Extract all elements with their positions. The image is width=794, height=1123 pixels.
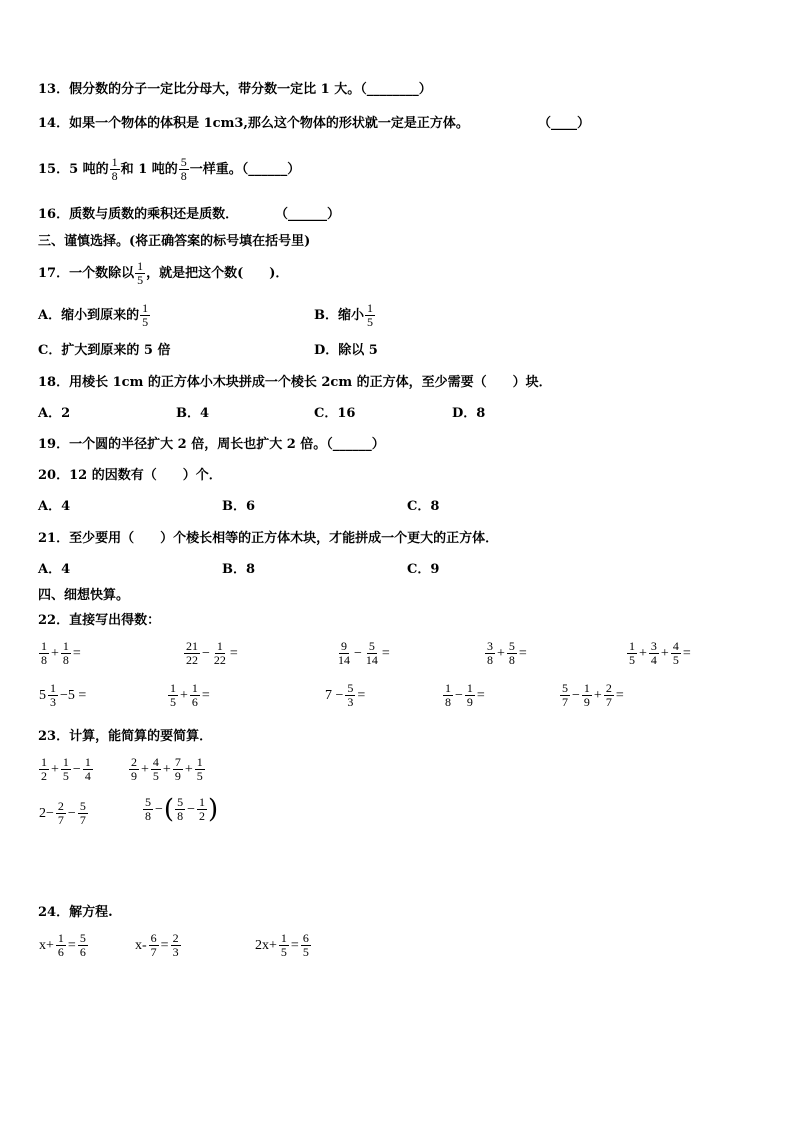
question-19: 19．一个圆的半径扩大 2 倍，周长也扩大 2 倍。（______）	[38, 437, 385, 452]
fraction: $\frac{5}{6}$	[79, 931, 86, 959]
fraction: $\frac{9}{14}$	[338, 639, 350, 667]
fraction: $\frac{21}{22}$	[186, 639, 198, 667]
q21-option-c[interactable]: C．9	[407, 562, 440, 577]
fraction: $\frac{1}{8}$	[41, 639, 47, 667]
q18-option-a[interactable]: A．2	[38, 406, 71, 421]
fraction: $\frac{1}{9}$	[466, 681, 473, 709]
fraction: $\frac{5}{7}$	[79, 799, 86, 827]
fraction: $\frac{1}{8}$	[445, 681, 451, 709]
fraction: $\frac{5}{8}$	[145, 795, 151, 823]
q23-expr-paren: $\frac{5}{8}$ −( $\frac{5}{8}$ − $\frac{1}{2}$ )	[145, 794, 219, 825]
q17-option-b[interactable]: B．缩小 $\frac{1}{5}$	[314, 301, 373, 329]
question-22-title: 22．直接写出得数：	[38, 613, 161, 628]
question-16: 16．质数与质数的乘积还是质数．	[38, 207, 239, 222]
question-15	[38, 150, 300, 190]
fraction: $\frac{5}{8}$	[177, 795, 184, 823]
q24-equation	[134, 932, 182, 959]
math-operator: x-	[135, 937, 147, 953]
math-operator: +	[180, 687, 188, 703]
q22-expr	[626, 640, 692, 667]
fraction: $\frac{5}{7}$	[562, 681, 568, 709]
section-4-heading: 四、细想快算。	[38, 588, 130, 603]
fraction: $\frac{7}{9}$	[174, 755, 181, 783]
math-operator: =	[67, 937, 76, 953]
math-operator: =	[201, 687, 210, 703]
q18-option-d[interactable]: D．8	[452, 406, 486, 421]
question-14: 14．如果一个物体的体积是 1cm3,那么这个物体的形状就一定是正方体。	[38, 116, 469, 131]
math-operator: −	[354, 645, 362, 661]
math-operator: +	[497, 645, 505, 661]
math-operator: =	[290, 937, 299, 953]
question-13: 13．假分数的分子一定比分母大，带分数一定比 1 大。（________）	[38, 82, 432, 97]
math-operator: +	[51, 645, 59, 661]
fraction: $\frac{6}{5}$	[302, 931, 309, 959]
math-operator: x+	[39, 937, 54, 953]
math-operator: +	[184, 761, 193, 777]
fraction: $\frac{1}{5}$	[142, 301, 149, 329]
q20-option-a[interactable]: A．4	[38, 499, 71, 514]
q15-text-pre: 15．5 吨的	[38, 162, 109, 177]
q22-expr	[38, 640, 82, 667]
q17-option-c[interactable]: C．扩大到原来的 5 倍	[38, 343, 171, 358]
math-operator: =	[682, 645, 691, 661]
question-16-blank[interactable]: （______）	[275, 207, 341, 222]
fraction: $\frac{4}{5}$	[672, 639, 679, 667]
fraction: $\frac{1}{5}$	[62, 755, 69, 783]
math-operator: −5 =	[60, 687, 87, 703]
fraction: $\frac{2}{9}$	[131, 755, 137, 783]
fraction: $\frac{1}{6}$	[57, 931, 64, 959]
math-operator: +	[593, 687, 602, 703]
question-24-title: 24．解方程.	[38, 905, 113, 920]
math-operator: =	[381, 645, 390, 661]
q15-text-post: 一样重。（______）	[189, 162, 301, 177]
q22-expr	[484, 640, 528, 667]
math-operator: =	[518, 645, 527, 661]
q22-expr	[324, 682, 366, 709]
math-operator: −	[572, 687, 580, 703]
question-18: 18．用棱长 1cm 的正方体小木块拼成一个棱长 2cm 的正方体，至少需要（ ）块．	[38, 375, 552, 390]
q22-expr	[335, 640, 391, 667]
q18-option-b[interactable]: B．4	[176, 406, 210, 421]
q18-option-c[interactable]: C．16	[314, 406, 356, 421]
fraction: $\frac{5}{8}$	[180, 155, 187, 183]
fraction: $\frac{1}{22}$	[213, 639, 226, 667]
q24-equation	[38, 932, 89, 959]
fraction: $\frac{3}{8}$	[487, 639, 493, 667]
fraction: $\frac{5}{3}$	[347, 681, 354, 709]
fraction: $\frac{1}{5}$	[629, 639, 635, 667]
math-operator: 5	[39, 687, 46, 703]
math-operator: +	[162, 761, 171, 777]
math-operator: =	[357, 687, 366, 703]
math-operator: =	[229, 645, 238, 661]
q20-option-b[interactable]: B．6	[222, 499, 256, 514]
math-operator: 7 −	[325, 687, 344, 703]
q17-option-d[interactable]: D．除以 5	[314, 343, 378, 358]
math-operator: −	[67, 805, 76, 821]
q17-option-a[interactable]: A．缩小到原来的 $\frac{1}{5}$	[38, 301, 149, 329]
q23-expr	[38, 756, 94, 783]
math-operator: 2−	[39, 805, 54, 821]
fraction: $\frac{1}{8}$	[111, 155, 118, 183]
math-operator: =	[160, 937, 169, 953]
fraction: $\frac{1}{2}$	[41, 755, 47, 783]
q22-expr	[167, 682, 211, 709]
q24-equation	[254, 932, 312, 959]
q21-option-b[interactable]: B．8	[222, 562, 256, 577]
question-17	[38, 254, 288, 294]
fraction: $\frac{1}{8}$	[62, 639, 69, 667]
math-operator: =	[476, 687, 485, 703]
q21-option-a[interactable]: A．4	[38, 562, 71, 577]
fraction: $\frac{1}{4}$	[84, 755, 91, 783]
q23-expr	[128, 756, 206, 783]
q23-expr	[38, 800, 89, 827]
math-operator: −	[202, 645, 210, 661]
math-operator: +	[660, 645, 669, 661]
math-operator: =	[615, 687, 624, 703]
fraction: $\frac{2}{3}$	[172, 931, 179, 959]
q22-expr	[38, 682, 87, 709]
question-21: 21．至少要用（ ）个棱长相等的正方体木块，才能拼成一个更大的正方体．	[38, 531, 499, 546]
q22-expr	[559, 682, 625, 709]
question-20: 20．12 的因数有（ ）个．	[38, 468, 222, 483]
math-operator: 2x+	[255, 937, 277, 953]
q17-text-pre: 17．一个数除以	[38, 266, 135, 281]
q22-expr	[442, 682, 486, 709]
fraction: $\frac{1}{5}$	[196, 755, 203, 783]
section-3-heading: 三、谨慎选择。(将正确答案的标号填在括号里)	[38, 234, 311, 249]
q22-expr	[183, 640, 239, 667]
question-23-title: 23．计算，能简算的要简算．	[38, 729, 213, 744]
math-operator: +	[639, 645, 647, 661]
fraction: $\frac{4}{5}$	[152, 755, 159, 783]
fraction: $\frac{1}{5}$	[367, 301, 373, 329]
math-operator: +	[51, 761, 59, 777]
fraction: $\frac{2}{7}$	[605, 681, 612, 709]
math-operator: −	[455, 687, 463, 703]
math-operator: +	[141, 761, 149, 777]
math-operator: =	[72, 645, 81, 661]
fraction: $\frac{2}{7}$	[57, 799, 64, 827]
fraction: $\frac{1}{5}$	[280, 931, 287, 959]
fraction: $\frac{5}{8}$	[508, 639, 515, 667]
fraction: $\frac{3}{4}$	[650, 639, 657, 667]
fraction: $\frac{1}{5}$	[137, 259, 144, 287]
q15-text-mid: 和 1 吨的	[120, 162, 178, 177]
fraction: $\frac{1}{3}$	[50, 681, 56, 709]
fraction: $\frac{1}{6}$	[191, 681, 198, 709]
math-operator: −	[72, 761, 81, 777]
fraction: $\frac{1}{9}$	[583, 681, 590, 709]
fraction: $\frac{5}{14}$	[365, 639, 378, 667]
question-14-blank[interactable]: （____）	[538, 116, 591, 131]
fraction: $\frac{6}{7}$	[150, 931, 157, 959]
fraction: $\frac{1}{2}$	[198, 795, 205, 823]
q20-option-c[interactable]: C．8	[407, 499, 440, 514]
fraction: $\frac{1}{5}$	[170, 681, 176, 709]
q17-text-post: ，就是把这个数( )．	[146, 266, 289, 281]
